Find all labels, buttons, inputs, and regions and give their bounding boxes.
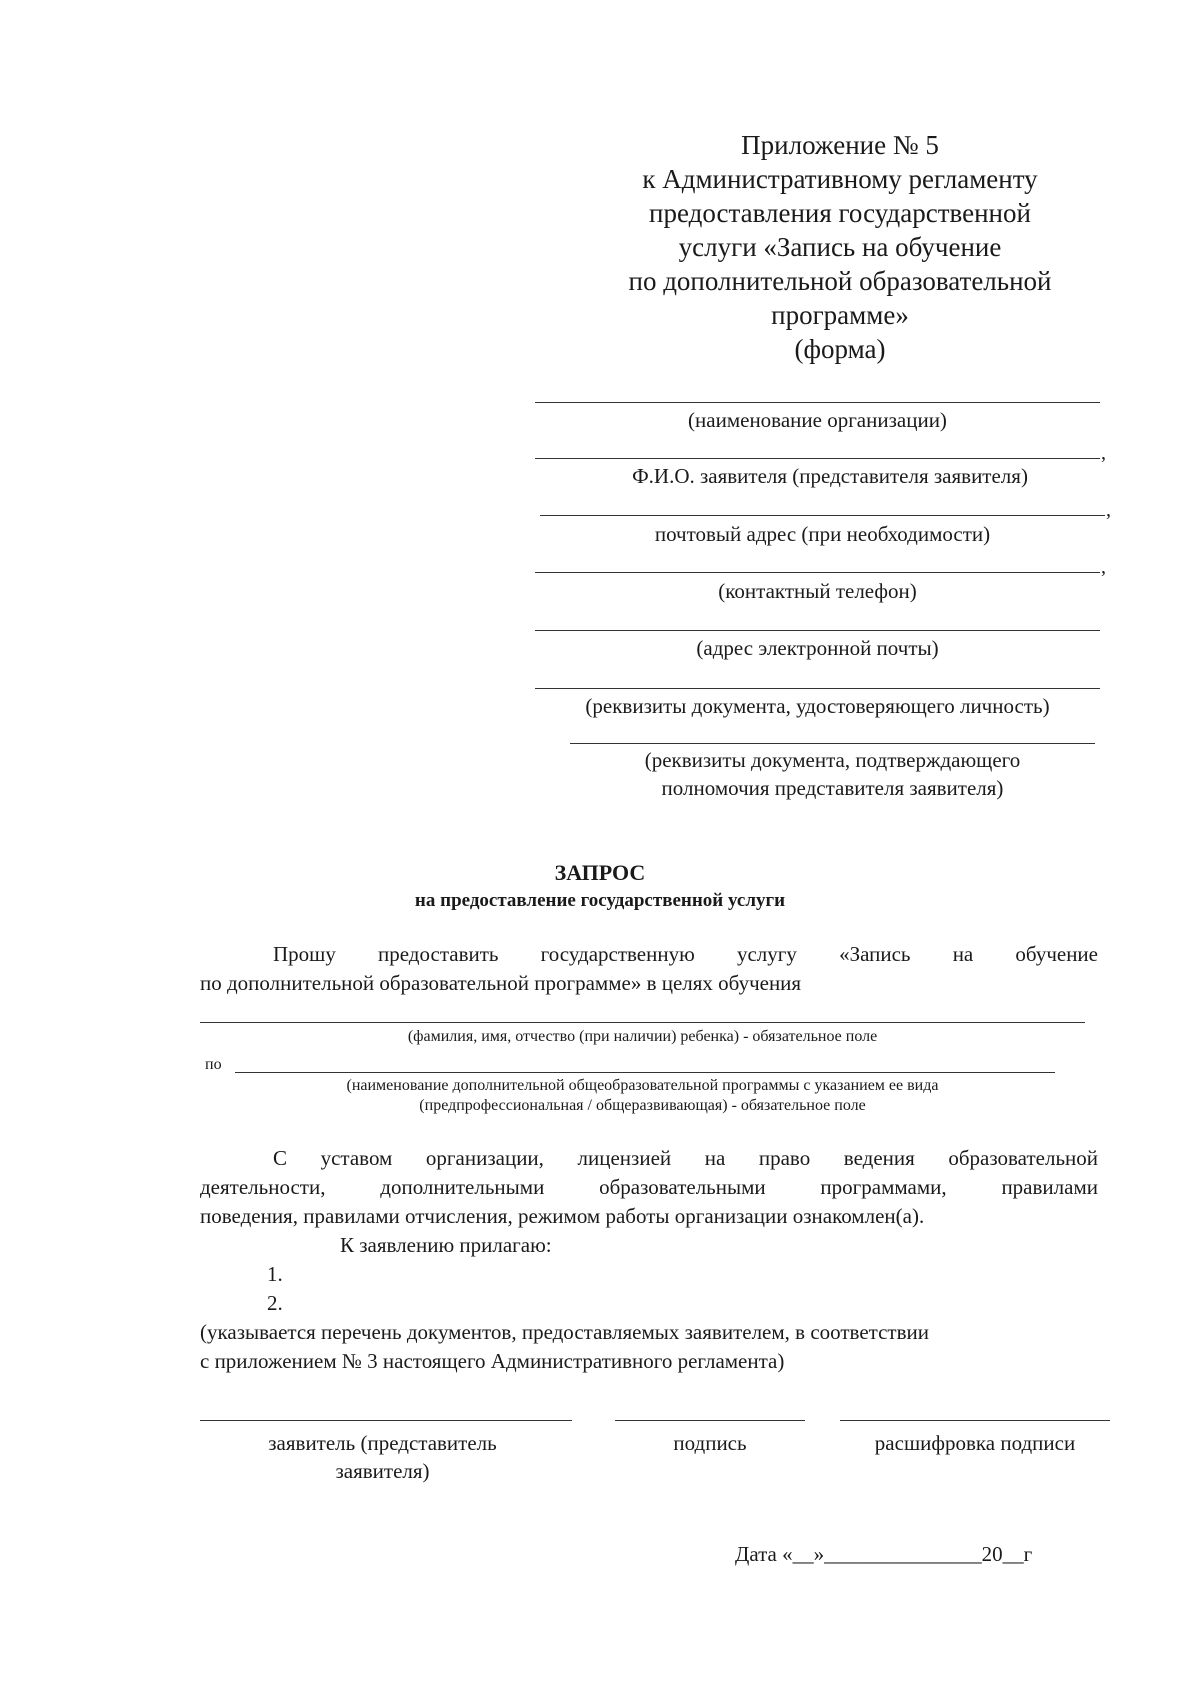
- id-document-line[interactable]: [535, 688, 1100, 689]
- document-title: ЗАПРОС: [554, 860, 646, 885]
- header-line: по дополнительной образовательной: [628, 266, 1052, 296]
- child-name-caption: (фамилия, имя, отчество (при наличии) ребенка) - обязательное поле: [407, 1028, 878, 1045]
- request-line-2: по дополнительной образовательной программе» в целях обучения: [200, 971, 802, 995]
- caption-line: заявителя): [335, 1459, 430, 1483]
- applicant-name-line[interactable]: [535, 458, 1100, 459]
- attachment-item: 2.: [267, 1291, 283, 1315]
- organization-line[interactable]: [535, 402, 1100, 403]
- document-subtitle: на предоставление государственной услуги: [414, 890, 786, 911]
- appendix-header: [590, 128, 1090, 366]
- signature-caption: подпись: [673, 1431, 747, 1455]
- caption-line: полномочия представителя заявителя): [661, 776, 1004, 800]
- request-line-1: Прошу предоставить государственную услугу «Запись на обучение: [273, 942, 1098, 966]
- attachments-note-1: (указывается перечень документов, предоставляемых заявителем, в соответствии: [200, 1320, 929, 1344]
- attachments-intro: К заявлению прилагаю:: [340, 1233, 552, 1257]
- program-line[interactable]: [235, 1072, 1055, 1073]
- caption-line: (предпрофессиональная / общеразвивающая) - обязательное поле: [419, 1097, 866, 1114]
- phone-caption: (контактный телефон): [718, 579, 917, 603]
- applicant-signature-line[interactable]: [200, 1420, 572, 1421]
- caption-line: (реквизиты документа, подтверждающего: [644, 748, 1021, 772]
- email-line[interactable]: [535, 630, 1100, 631]
- applicant-name-caption: Ф.И.О. заявителя (представителя заявителя): [632, 464, 1028, 488]
- signature-line[interactable]: [615, 1420, 805, 1421]
- header-line: предоставления государственной: [649, 198, 1031, 228]
- header-line: (форма): [794, 334, 886, 364]
- header-line: Приложение № 5: [741, 130, 939, 160]
- attachments-note-2: с приложением № 3 настоящего Административного регламента): [200, 1349, 785, 1373]
- email-caption: (адрес электронной почты): [696, 636, 939, 660]
- ack-line-2: деятельности, дополнительными образовательными программами, правилами: [200, 1175, 1098, 1199]
- comma-mark: ,: [1101, 556, 1106, 578]
- applicant-signature-caption: [210, 1429, 555, 1485]
- program-caption: [200, 1076, 1085, 1116]
- authority-document-caption: [570, 746, 1095, 802]
- ack-line-1: С уставом организации, лицензией на право ведения образовательной: [273, 1146, 1098, 1170]
- authority-document-line[interactable]: [570, 743, 1095, 744]
- signature-decode-line[interactable]: [840, 1420, 1110, 1421]
- postal-address-caption: почтовый адрес (при необходимости): [654, 522, 991, 546]
- id-document-caption: (реквизиты документа, удостоверяющего личность): [585, 694, 1050, 718]
- header-line: программе»: [771, 300, 909, 330]
- caption-line: (наименование дополнительной общеобразовательной программы с указанием ее вида: [346, 1077, 939, 1094]
- signature-decode-caption: расшифровка подписи: [874, 1431, 1076, 1455]
- postal-address-line[interactable]: [540, 515, 1105, 516]
- comma-mark: ,: [1101, 442, 1106, 464]
- program-prefix: по: [205, 1056, 222, 1073]
- organization-caption: (наименование организации): [688, 408, 947, 432]
- date-field[interactable]: Дата «__»_______________20__г: [735, 1542, 1033, 1566]
- child-name-line[interactable]: [200, 1022, 1085, 1023]
- ack-line-3: поведения, правилами отчисления, режимом работы организации ознакомлен(а).: [200, 1204, 925, 1228]
- phone-line[interactable]: [535, 572, 1100, 573]
- attachment-item: 1.: [267, 1262, 283, 1286]
- comma-mark: ,: [1106, 499, 1111, 521]
- header-line: услуги «Запись на обучение: [678, 232, 1002, 262]
- caption-line: заявитель (представитель: [268, 1431, 497, 1455]
- header-line: к Административному регламенту: [642, 164, 1038, 194]
